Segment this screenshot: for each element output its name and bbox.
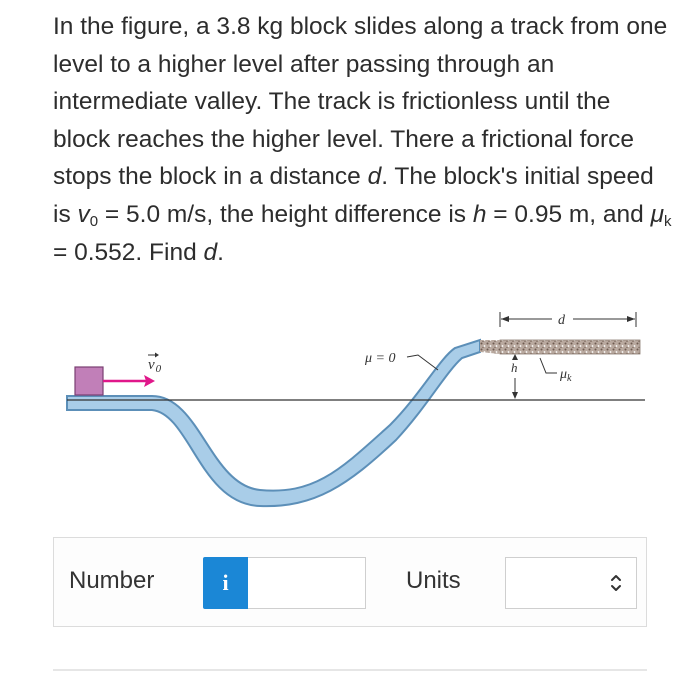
d-dim-arrow-right	[627, 316, 635, 322]
track-figure	[60, 300, 650, 530]
answer-panel	[53, 537, 647, 627]
h-arrow-upper-head	[512, 354, 518, 360]
bottom-divider	[53, 669, 647, 671]
v0-vector-mark-head	[155, 353, 159, 358]
up-down-chevron-icon	[610, 572, 622, 594]
units-label: Units	[406, 567, 461, 594]
h-arrow-lower-head	[512, 392, 518, 399]
mu-zero-leader	[407, 355, 438, 370]
number-label: Number	[69, 567, 155, 594]
v0-label: $v_0$	[148, 357, 162, 375]
mu-k-leader	[540, 358, 557, 373]
question-text: In the figure, a 3.8 kg block slides along a track from one level to a higher level after passing through an intermediate valley. The track is frictionless until the block reaches the higher level. There a frictional force stops the block in a distance d. The block's initial speed is $v_0 = 5.0$ m/s, the height difference is h = 0.95 m, and $\mu_k = 0.552$. Find d.	[53, 13, 672, 266]
rough-surface-edge	[480, 340, 500, 354]
info-button[interactable]	[203, 557, 248, 609]
units-select[interactable]	[505, 557, 637, 609]
info-icon: i	[222, 570, 229, 595]
d-dim-arrow-left	[501, 316, 509, 322]
mu-k-label: $\mu_k$	[560, 367, 572, 384]
mu-zero-label: μ = 0	[365, 351, 396, 366]
h-label: h	[511, 360, 518, 375]
d-label: d	[558, 313, 565, 328]
track-surface	[67, 340, 480, 506]
number-input[interactable]	[248, 557, 366, 609]
block	[75, 367, 103, 395]
rough-surface	[500, 340, 640, 354]
